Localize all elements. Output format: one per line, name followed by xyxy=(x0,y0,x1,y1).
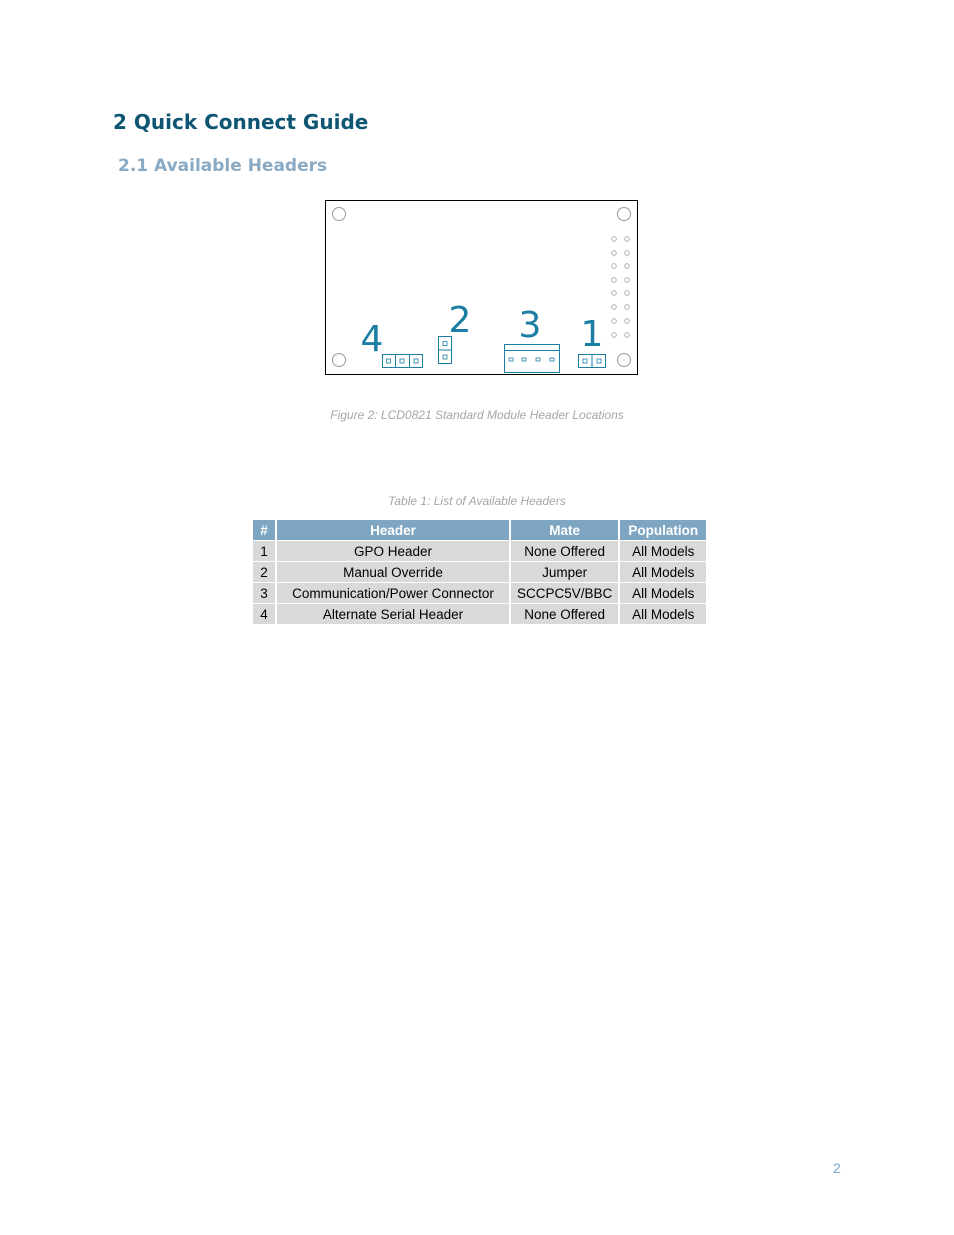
cell-number: 3 xyxy=(253,583,275,604)
cell-population: All Models xyxy=(620,541,706,562)
cell-population: All Models xyxy=(620,562,706,583)
header-label-2: 2 xyxy=(448,300,472,341)
header-label-3: 3 xyxy=(518,305,542,346)
cell-mate: Jumper xyxy=(511,562,618,583)
table-row xyxy=(253,562,706,583)
cell-header: GPO Header xyxy=(277,541,509,562)
cell-number: 1 xyxy=(253,541,275,562)
table-row xyxy=(253,583,706,604)
cell-mate: None Offered xyxy=(511,541,618,562)
figure-caption: Figure 2: LCD0821 Standard Module Header Locations xyxy=(330,408,624,422)
column-header-number: # xyxy=(253,520,275,541)
page-number: 2 xyxy=(833,1160,841,1176)
header-label-1: 1 xyxy=(580,314,604,355)
available-headers-table xyxy=(251,520,708,625)
table-header-row xyxy=(253,520,706,541)
column-header-mate: Mate xyxy=(511,520,618,541)
column-header-population: Population xyxy=(620,520,706,541)
table-caption: Table 1: List of Available Headers xyxy=(388,494,566,508)
table-row xyxy=(253,604,706,625)
cell-mate: SCCPC5V/BBC xyxy=(511,583,618,604)
section-subtitle: 2.1 Available Headers xyxy=(118,156,328,176)
table-row xyxy=(253,541,706,562)
header-label-4: 4 xyxy=(360,319,384,360)
cell-header: Communication/Power Connector xyxy=(277,583,509,604)
cell-number: 2 xyxy=(253,562,275,583)
cell-mate: None Offered xyxy=(511,604,618,625)
cell-number: 4 xyxy=(253,604,275,625)
header-locations-figure xyxy=(325,200,638,375)
column-header-header: Header xyxy=(277,520,509,541)
cell-population: All Models xyxy=(620,604,706,625)
section-title: 2 Quick Connect Guide xyxy=(113,110,369,134)
cell-population: All Models xyxy=(620,583,706,604)
cell-header: Manual Override xyxy=(277,562,509,583)
cell-header: Alternate Serial Header xyxy=(277,604,509,625)
